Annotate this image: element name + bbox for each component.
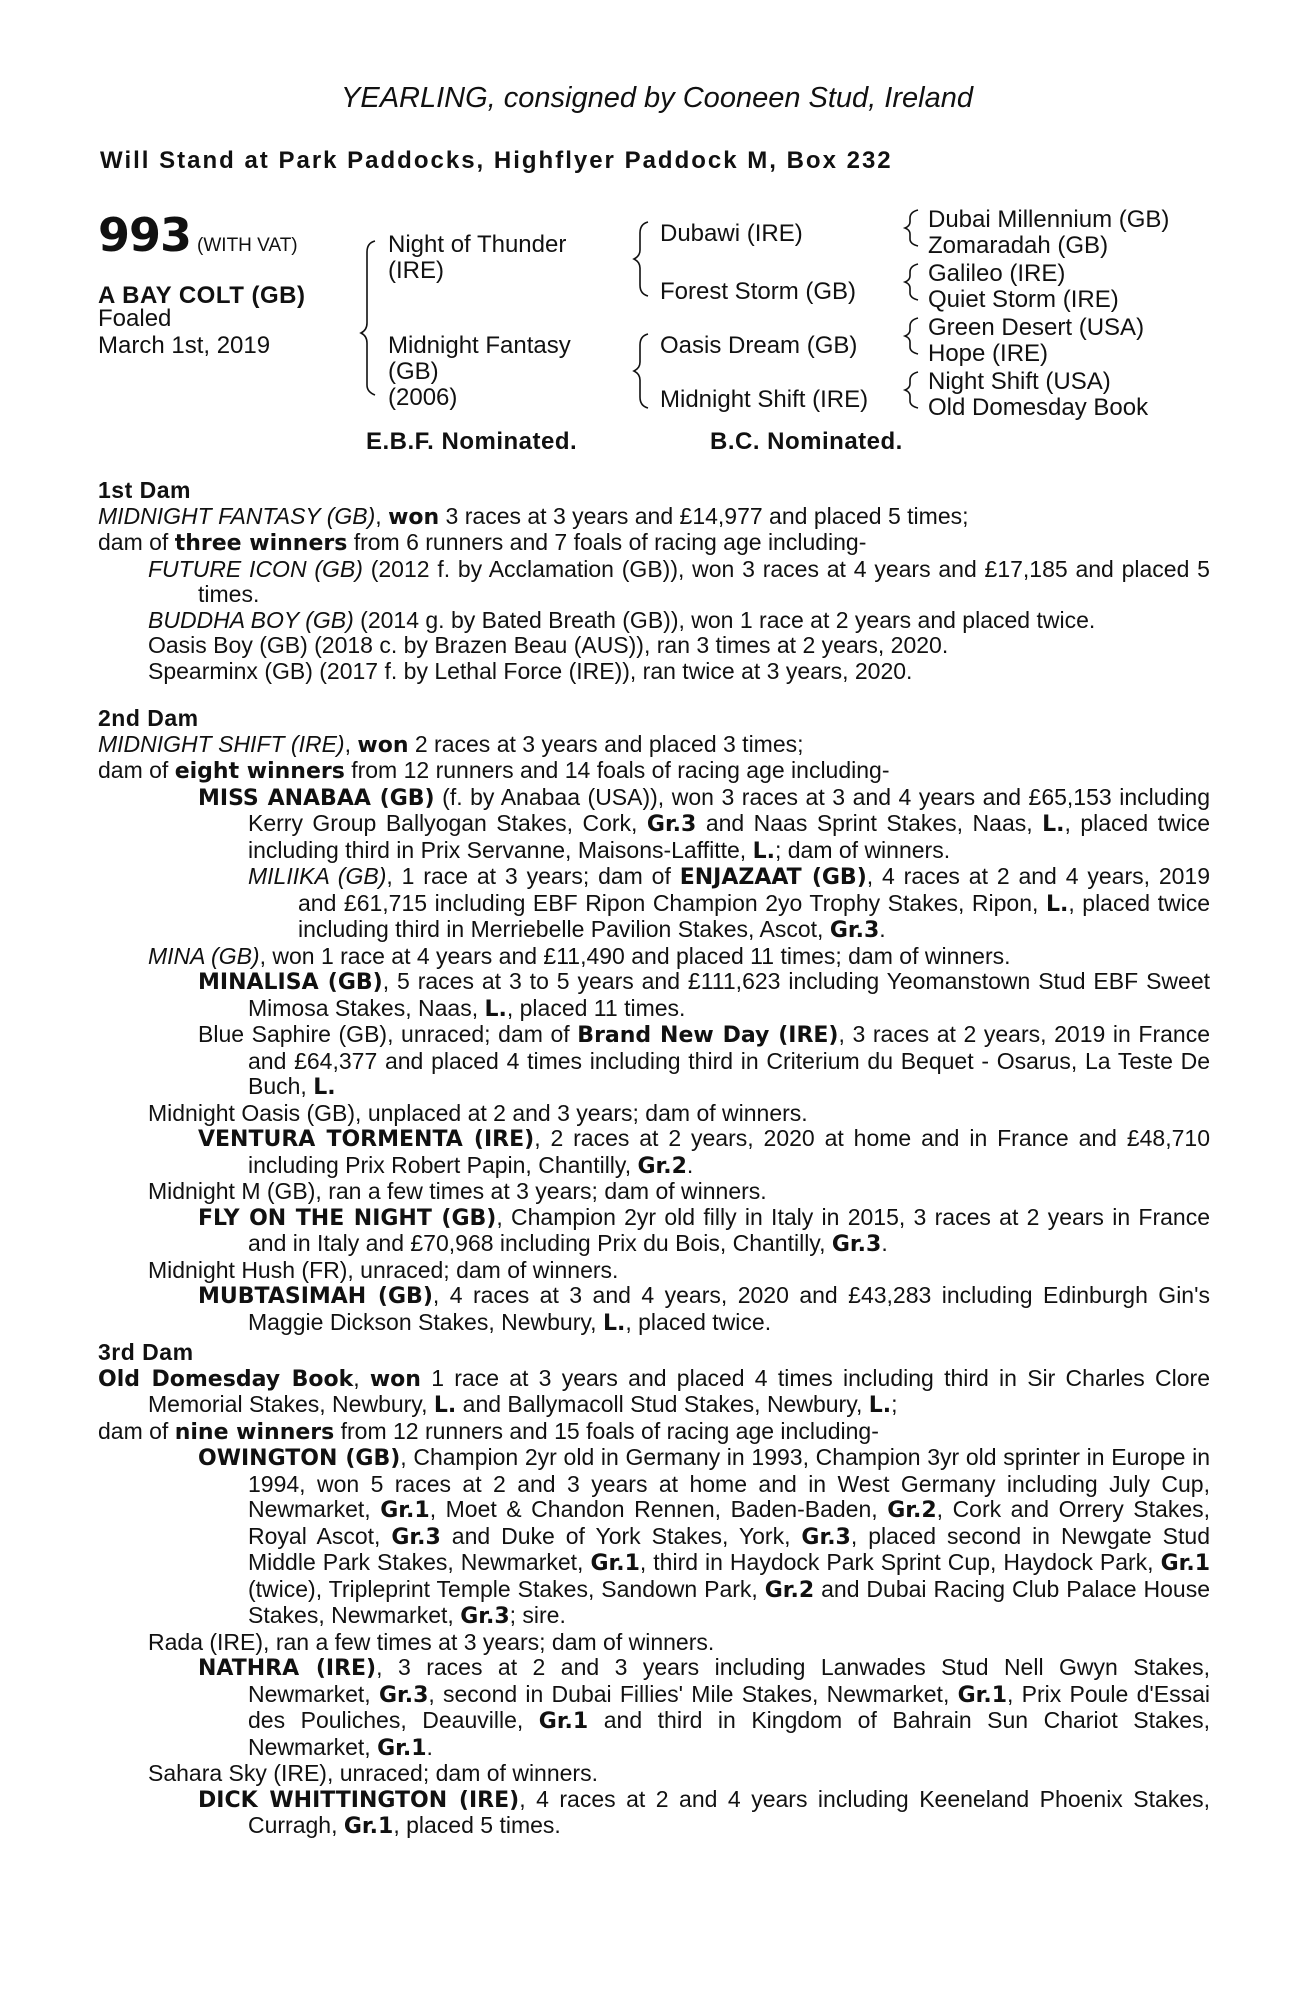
pedigree-gen3-2: Zomaradah (GB) (928, 232, 1109, 259)
produce-summary: dam of three winners from 6 runners and 7 foals of racing age including- (98, 529, 867, 556)
pedigree-gen3-3: Galileo (IRE) (928, 260, 1066, 287)
foaled-label: Foaled (98, 305, 172, 332)
grand-produce-entry: Blue Saphire (GB), unraced; dam of Brand New Day (IRE), 3 races at 2 years, 2019 in France and £64,377 and placed 4 times including third in Criterium du Bequet - Osarus, La Teste De Buch, L. (198, 1021, 1210, 1100)
grand-produce-entry: DICK WHITTINGTON (IRE), 4 races at 2 and 4 years including Keeneland Phoenix Stakes, Curragh, Gr.1, placed 5 times. (198, 1785, 1210, 1839)
produce-summary: dam of eight winners from 12 runners and 14 foals of racing age including- (98, 757, 890, 784)
grand-produce-entry: MINALISA (GB), 5 races at 3 to 5 years and £111,623 including Yeomanstown Stud EBF Sweet Mimosa Stakes, Naas, L., placed 11 times. (198, 968, 1210, 1022)
stand-location: Will Stand at Park Paddocks, Highflyer Paddock M, Box 232 (100, 147, 893, 174)
pedigree-sire (388, 232, 566, 284)
pedigree-dam (388, 333, 571, 411)
second-dam-heading: 2nd Dam (98, 705, 199, 731)
sire-country: (IRE) (388, 257, 444, 284)
grand-produce-entry: FLY ON THE NIGHT (GB), Champion 2yr old filly in Italy in 2015, 3 races at 2 years in France and in Italy and £70,968 including Prix du Bois, Chantilly, Gr.3. (198, 1203, 1210, 1257)
produce-entry: BUDDHA BOY (GB) (2014 g. by Bated Breath (GB)), won 1 race at 2 years and placed twice. (148, 606, 1096, 633)
grand-produce-entry: MILIIKA (GB), 1 race at 3 years; dam of ENJAZAAT (GB), 4 races at 2 and 4 years, 2019 and £61,715 including EBF Ripon Champion 2yo Trophy Stakes, Ripon, L., placed twice including third in Merriebelle Pavilion Stakes, Ascot, Gr.3. (248, 863, 1211, 943)
produce-entry: Midnight Hush (FR), unraced; dam of winners. (148, 1256, 619, 1283)
foaled-date: March 1st, 2019 (98, 332, 271, 359)
dam-country: (GB) (388, 358, 439, 385)
produce-entry: Spearminx (GB) (2017 f. by Lethal Force (IRE)), ran twice at 3 years, 2020. (148, 657, 913, 684)
page-title: YEARLING, consigned by Cooneen Stud, Ireland (341, 82, 973, 114)
pedigree-gen2-sire-sire: Dubawi (IRE) (660, 220, 803, 247)
produce-entry: OWINGTON (GB), Champion 2yr old in Germany in 1993, Champion 3yr old sprinter in Europe in 1994, won 5 races at 2 and 3 years at home and in West Germany including July Cup, Newmarket, Gr.1, Moet & Chandon Rennen, Baden-Baden, Gr.2, Cork and Orrery Stakes, Royal Ascot, Gr.3 and Duke of York Stakes, York, Gr.3, placed second in Newgate Stud Middle Park Stakes, Newmarket, Gr.1, third in Haydock Park Sprint Cup, Haydock Park, Gr.1 (twice), Tripleprint Temple Stakes, Sandown Park, Gr.2 and Dubai Racing Club Palace House Stakes, Newmarket, Gr.3; sire. (198, 1444, 1211, 1629)
produce-entry: Rada (IRE), ran a few times at 3 years; dam of winners. (148, 1628, 715, 1655)
ebf-nomination: E.B.F. Nominated. (366, 428, 578, 455)
pedigree-gen3-5: Green Desert (USA) (928, 314, 1145, 341)
pedigree-gen3-4: Quiet Storm (IRE) (928, 286, 1119, 313)
produce-entry: Midnight M (GB), ran a few times at 3 years; dam of winners. (148, 1178, 767, 1204)
pedigree-gen3-6: Hope (IRE) (928, 340, 1049, 367)
first-dam-heading: 1st Dam (98, 477, 191, 503)
produce-entry: Oasis Boy (GB) (2018 c. by Brazen Beau (AUS)), ran 3 times at 2 years, 2020. (148, 632, 949, 658)
lot-number: 993 (98, 208, 192, 262)
dam-record: Old Domesday Book, won 1 race at 3 years and placed 4 times including third in Sir Charles Clore Memorial Stakes, Newbury, L. and Ballymacoll Stud Stakes, Newbury, L.; (98, 1364, 1211, 1418)
grand-produce-entry: MUBTASIMAH (GB), 4 races at 3 and 4 years, 2020 and £43,283 including Edinburgh Gin's Maggie Dickson Stakes, Newbury, L., placed twice. (198, 1282, 1210, 1336)
produce-entry: Midnight Oasis (GB), unplaced at 2 and 3 years; dam of winners. (148, 1099, 808, 1126)
dam-year: (2006) (388, 384, 458, 411)
pedigree-gen2-sire-dam: Forest Storm (GB) (660, 278, 857, 305)
first-dam-section (98, 478, 1210, 684)
third-dam-section (98, 1340, 1210, 1840)
pedigree-gen2-dam-sire: Oasis Dream (GB) (660, 332, 858, 359)
pedigree-gen3-8: Old Domesday Book (928, 394, 1149, 421)
dam-name: Midnight Fantasy (388, 332, 571, 359)
dam-record: MIDNIGHT FANTASY (GB), won 3 races at 3 years and £14,977 and placed 5 times; (98, 502, 969, 530)
produce-entry: FUTURE ICON (GB) (2012 f. by Acclamation (GB)), won 3 races at 4 years and £17,185 and placed 5 times. (148, 555, 1210, 607)
sire-name: Night of Thunder (388, 231, 567, 258)
produce-summary: dam of nine winners from 12 runners and 15 foals of racing age including- (98, 1417, 879, 1445)
pedigree-gen2-dam-dam: Midnight Shift (IRE) (660, 386, 869, 413)
vat-note: (WITH VAT) (197, 235, 298, 256)
bc-nomination: B.C. Nominated. (710, 428, 903, 455)
third-dam-heading: 3rd Dam (98, 1339, 194, 1365)
second-dam-section (98, 706, 1210, 1336)
dam-record: MIDNIGHT SHIFT (IRE), won 2 races at 3 years and placed 3 times; (98, 730, 804, 758)
grand-produce-entry: NATHRA (IRE), 3 races at 2 and 3 years including Lanwades Stud Nell Gwyn Stakes, Newmarket, Gr.3, second in Dubai Fillies' Mile Stakes, Newmarket, Gr.1, Prix Poule d'Essai des Pouliches, Deauville, Gr.1 and third in Kingdom of Bahrain Sun Chariot Stakes, Newmarket, Gr.1. (198, 1654, 1210, 1761)
pedigree-gen3-7: Night Shift (USA) (928, 368, 1111, 395)
produce-entry: MINA (GB), won 1 race at 4 years and £11,490 and placed 11 times; dam of winners. (148, 942, 1011, 969)
produce-entry: MISS ANABAA (GB) (f. by Anabaa (USA)), won 3 races at 3 and 4 years and £65,153 including Kerry Group Ballyogan Stakes, Cork, Gr.3 and Naas Sprint Stakes, Naas, L., placed twice including third in Prix Servanne, Maisons-Laffitte, L.; dam of winners. (198, 783, 1211, 864)
produce-entry: Sahara Sky (IRE), unraced; dam of winners. (148, 1760, 598, 1786)
pedigree-gen3-1: Dubai Millennium (GB) (928, 206, 1170, 233)
grand-produce-entry: VENTURA TORMENTA (IRE), 2 races at 2 years, 2020 at home and in France and £48,710 including Prix Robert Papin, Chantilly, Gr.2. (198, 1125, 1210, 1179)
lot-name: A BAY COLT (GB) (98, 282, 306, 309)
